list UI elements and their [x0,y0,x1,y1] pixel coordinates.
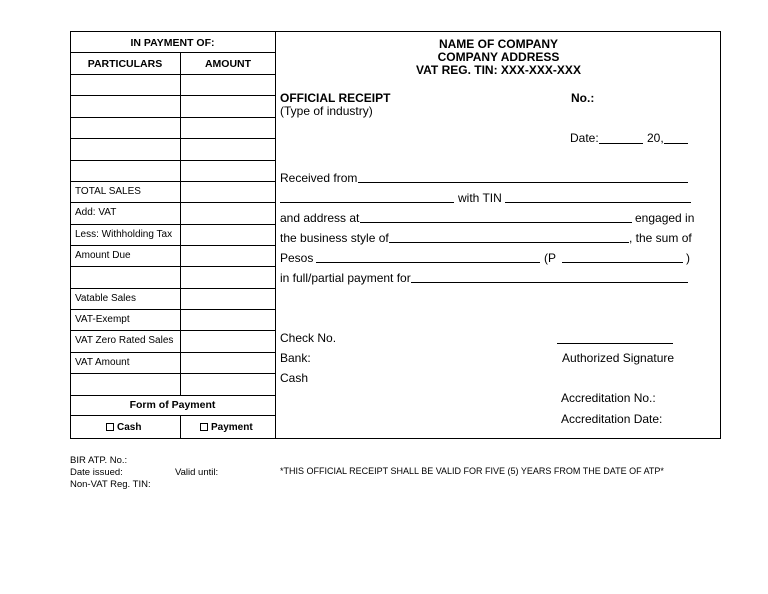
row-line [70,245,275,246]
row-line [70,330,275,331]
row-line [70,117,275,118]
row-line [70,160,275,161]
form-of-payment-heading: Form of Payment [129,399,216,411]
payment-for-label: in full/partial payment for [280,271,411,285]
date-issued-label: Date issued: [70,467,123,478]
section-divider [275,31,276,439]
row-line [70,74,275,75]
cash-option-label: Cash [117,422,142,433]
row-line [70,352,275,353]
amount-open-label: (P [544,251,556,265]
row-label-vat-zero-rated: VAT Zero Rated Sales [75,335,174,346]
date-label: Date: [570,131,599,145]
payment-for-line[interactable] [411,282,688,283]
company-name: NAME OF COMPANY [438,37,559,51]
check-no-label: Check No. [280,331,337,345]
row-line [70,138,275,139]
pesos-label: Pesos [280,251,314,265]
payment-option-label: Payment [211,422,253,433]
row-line [70,415,275,416]
row-line [70,395,275,396]
receipt-number-label: No.: [571,91,595,105]
non-vat-tin-label: Non-VAT Reg. TIN: [70,479,151,490]
row-line [70,95,275,96]
address-label: and address at [280,211,360,225]
receipt-subtitle: (Type of industry) [280,104,373,118]
payment-option[interactable] [200,422,253,434]
amount-line[interactable] [562,262,683,263]
row-line [70,181,275,182]
business-style-line[interactable] [389,242,629,243]
row-label-vat-amount: VAT Amount [75,357,130,368]
cash-option[interactable] [106,422,141,434]
accreditation-date-label: Accreditation Date: [561,412,663,426]
with-tin-label: with TIN [458,191,502,205]
table-heading: IN PAYMENT OF: [130,37,215,49]
amount-header: AMOUNT [204,58,252,70]
row-line [70,288,275,289]
receipt-title: OFFICIAL RECEIPT [280,91,391,105]
row-label-amount-due: Amount Due [75,250,131,261]
row-label-vatable-sales: Vatable Sales [75,293,136,304]
row-line [70,266,275,267]
row-label-vat-exempt: VAT-Exempt [75,314,130,325]
row-line [70,224,275,225]
amount-close-label: ) [686,251,690,265]
bank-label: Bank: [280,351,311,365]
year-line[interactable] [664,143,688,144]
valid-until-label: Valid until: [175,467,219,478]
date-line[interactable] [599,143,643,144]
column-divider [180,415,181,439]
pesos-line[interactable] [316,262,540,263]
business-style-label: the business style of [280,231,389,245]
row-line [70,52,275,53]
row-line [70,309,275,310]
cash-checkbox[interactable] [106,423,114,431]
received-from-line[interactable] [358,182,688,183]
row-label-add-vat: Add: VAT [75,207,117,218]
date-year: 20, [647,131,664,145]
payer-line[interactable] [280,202,454,203]
row-label-withholding-tax: Less: Withholding Tax [75,229,173,240]
tin-line[interactable] [505,202,691,203]
validity-notice: *THIS OFFICIAL RECEIPT SHALL BE VALID FOR FIVE (5) YEARS FROM THE DATE OF ATP* [280,466,664,476]
payment-checkbox[interactable] [200,423,208,431]
company-address: COMPANY ADDRESS [437,50,560,64]
company-tin: VAT REG. TIN: XXX-XXX-XXX [416,63,581,77]
row-line [70,202,275,203]
row-label-total-sales: TOTAL SALES [75,186,141,197]
engaged-in-label: engaged in [635,211,695,225]
address-line[interactable] [360,222,632,223]
particulars-header: PARTICULARS [87,58,163,70]
sum-of-label: , the sum of [629,231,692,245]
bir-atp-label: BIR ATP. No.: [70,455,128,466]
row-line [70,373,275,374]
signature-line[interactable] [557,343,673,344]
authorized-signature-label: Authorized Signature [562,351,675,365]
cash-label: Cash [280,371,309,385]
received-from-label: Received from [280,171,358,185]
accreditation-no-label: Accreditation No.: [561,391,656,405]
